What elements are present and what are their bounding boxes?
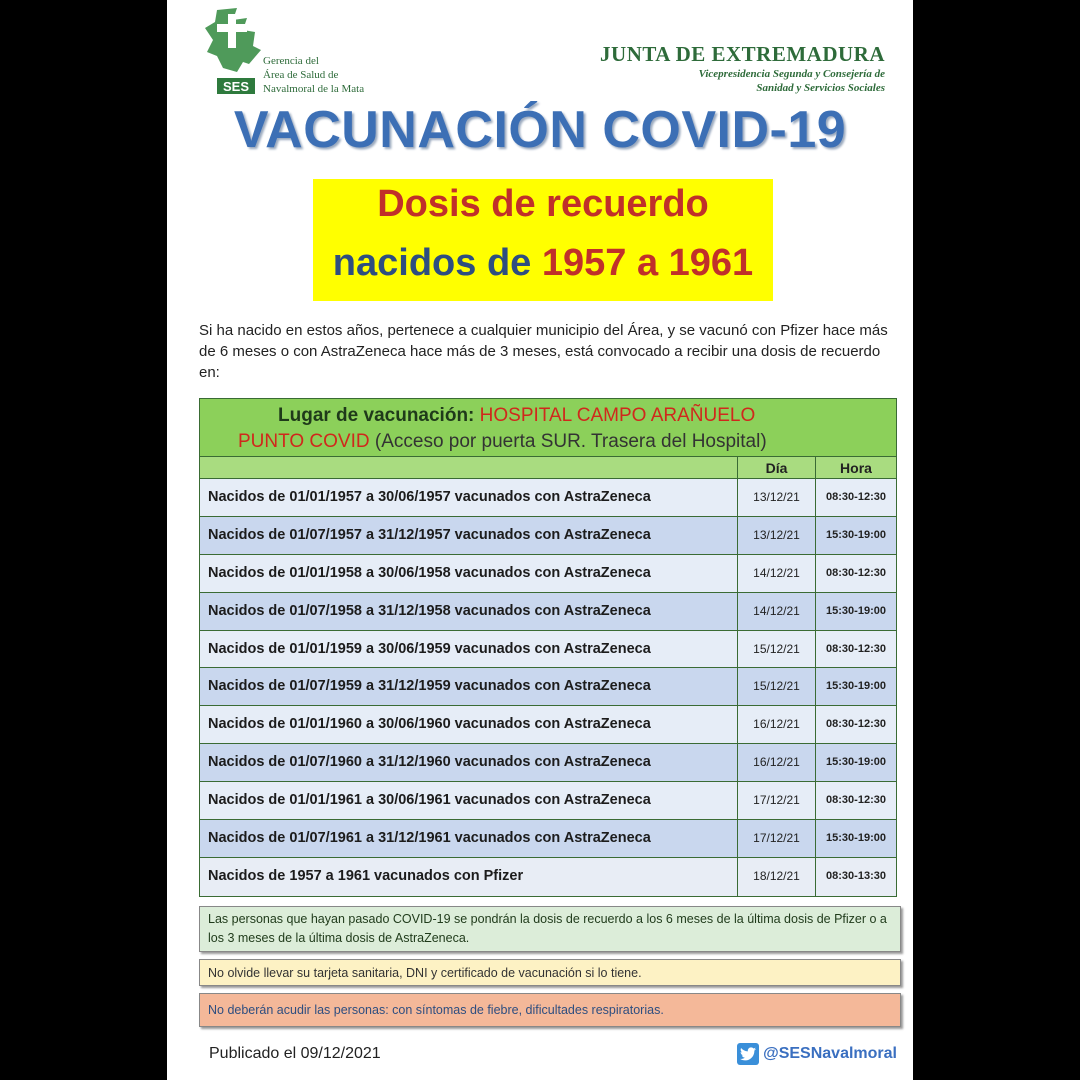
junta-header [600, 42, 885, 95]
intro-paragraph: Si ha nacido en estos años, pertenece a cualquier municipio del Área, y se vacunó con Pfizer hace más de 6 meses o con AstraZeneca hace más de 3 meses, está convocado a recibir una dosis de recuerdo en: [199, 322, 888, 381]
row-time: 08:30-13:30 [826, 869, 886, 882]
row-description: Nacidos de 01/01/1959 a 30/06/1959 vacunados con AstraZeneca [200, 631, 738, 668]
row-description: Nacidos de 01/07/1960 a 31/12/1960 vacunados con AstraZeneca [200, 744, 738, 781]
row-date: 13/12/21 [738, 479, 816, 516]
row-time: 08:30-12:30 [826, 491, 886, 503]
row-date: 15/12/21 [738, 668, 816, 705]
row-time: 08:30-12:30 [826, 794, 886, 807]
row-time: 08:30-12:30 [826, 718, 886, 731]
column-header-dia: Día [738, 457, 816, 478]
row-description: Nacidos de 01/07/1957 a 31/12/1957 vacunados con AstraZeneca [200, 517, 738, 554]
row-description: Nacidos de 01/01/1960 a 30/06/1960 vacunados con AstraZeneca [200, 706, 738, 743]
table-row [200, 479, 896, 517]
ses-line-3: Navalmoral de la Mata [263, 83, 365, 95]
highlight-prefix: nacidos de [332, 242, 532, 284]
location-label: Lugar de vacunación: [278, 405, 475, 426]
table-row [200, 593, 896, 631]
table-row [200, 858, 896, 896]
twitter-handle[interactable]: @SESNavalmoral [763, 1045, 897, 1062]
row-description: Nacidos de 01/07/1958 a 31/12/1958 vacunados con AstraZeneca [200, 593, 738, 630]
table-row [200, 631, 896, 669]
documents-reminder-note: No olvide llevar su tarjeta sanitaria, DNI y certificado de vacunación si lo tiene. [199, 959, 901, 986]
junta-title: JUNTA DE EXTREMADURA [600, 42, 885, 66]
highlight-banner [313, 179, 773, 301]
table-row [200, 668, 896, 706]
table-row [200, 555, 896, 593]
point-line [238, 431, 767, 453]
location-value: HOSPITAL CAMPO ARAÑUELO [479, 405, 756, 426]
location-line [278, 405, 755, 427]
ses-logo [203, 6, 263, 96]
row-description: Nacidos de 01/07/1961 a 31/12/1961 vacunados con AstraZeneca [200, 820, 738, 857]
row-time: 08:30-12:30 [826, 566, 886, 579]
row-date: 14/12/21 [738, 555, 816, 592]
row-date: 17/12/21 [738, 820, 816, 857]
table-column-headers [200, 457, 896, 479]
table-location-header [200, 399, 896, 457]
row-date: 16/12/21 [738, 744, 816, 781]
row-date: 14/12/21 [738, 593, 816, 630]
page-title: VACUNACIÓN COVID-19 [233, 101, 847, 159]
column-header-hora: Hora [840, 460, 872, 476]
ses-organization-name [263, 54, 364, 96]
symptoms-warning-note: No deberán acudir las personas: con síntomas de fiebre, dificultades respiratorias. [199, 993, 901, 1027]
row-description: Nacidos de 01/01/1961 a 30/06/1961 vacunados con AstraZeneca [200, 782, 738, 819]
highlight-line-1: Dosis de recuerdo [377, 183, 709, 225]
junta-subtitle-2: Sanidad y Servicios Sociales [756, 82, 885, 94]
table-row [200, 744, 896, 782]
column-header-description [200, 457, 738, 478]
row-date: 16/12/21 [738, 706, 816, 743]
row-time: 15:30-19:00 [826, 680, 886, 693]
junta-subtitle-1: Vicepresidencia Segunda y Consejería de [698, 68, 885, 80]
highlight-line-2 [313, 242, 773, 285]
row-time: 15:30-19:00 [826, 832, 886, 845]
covid-recovered-note: Las personas que hayan pasado COVID-19 se pondrán la dosis de recuerdo a los 6 meses de la última dosis de Pfizer o a los 3 meses de la última dosis de AstraZeneca. [199, 906, 901, 952]
poster-page [167, 0, 913, 1080]
row-description: Nacidos de 01/07/1959 a 31/12/1959 vacunados con AstraZeneca [200, 668, 738, 705]
row-time: 15:30-19:00 [826, 604, 886, 617]
row-time: 08:30-12:30 [826, 642, 886, 655]
table-body [200, 479, 896, 896]
point-label: PUNTO COVID [238, 431, 370, 452]
table-row [200, 782, 896, 820]
ses-line-1: Gerencia del [263, 55, 319, 67]
row-description: Nacidos de 1957 a 1961 vacunados con Pfizer [200, 858, 738, 896]
row-description: Nacidos de 01/01/1958 a 30/06/1958 vacunados con AstraZeneca [200, 555, 738, 592]
highlight-years: 1957 a 1961 [541, 242, 754, 284]
row-date: 17/12/21 [738, 782, 816, 819]
row-date: 15/12/21 [738, 631, 816, 668]
row-time: 15:30-19:00 [826, 756, 886, 769]
ses-badge-text: SES [222, 79, 250, 94]
table-row [200, 706, 896, 744]
row-date: 13/12/21 [738, 517, 816, 554]
row-description: Nacidos de 01/01/1957 a 30/06/1957 vacunados con AstraZeneca [200, 479, 738, 516]
table-row [200, 820, 896, 858]
row-date: 18/12/21 [738, 858, 816, 896]
twitter-link[interactable] [737, 1043, 897, 1065]
published-date: Publicado el 09/12/2021 [209, 1045, 381, 1062]
ses-line-2: Área de Salud de [263, 69, 339, 81]
table-row [200, 517, 896, 555]
vaccination-table [199, 398, 897, 897]
twitter-icon [737, 1043, 759, 1065]
point-detail: (Acceso por puerta SUR. Trasera del Hospital) [374, 431, 767, 452]
row-time: 15:30-19:00 [826, 528, 886, 541]
